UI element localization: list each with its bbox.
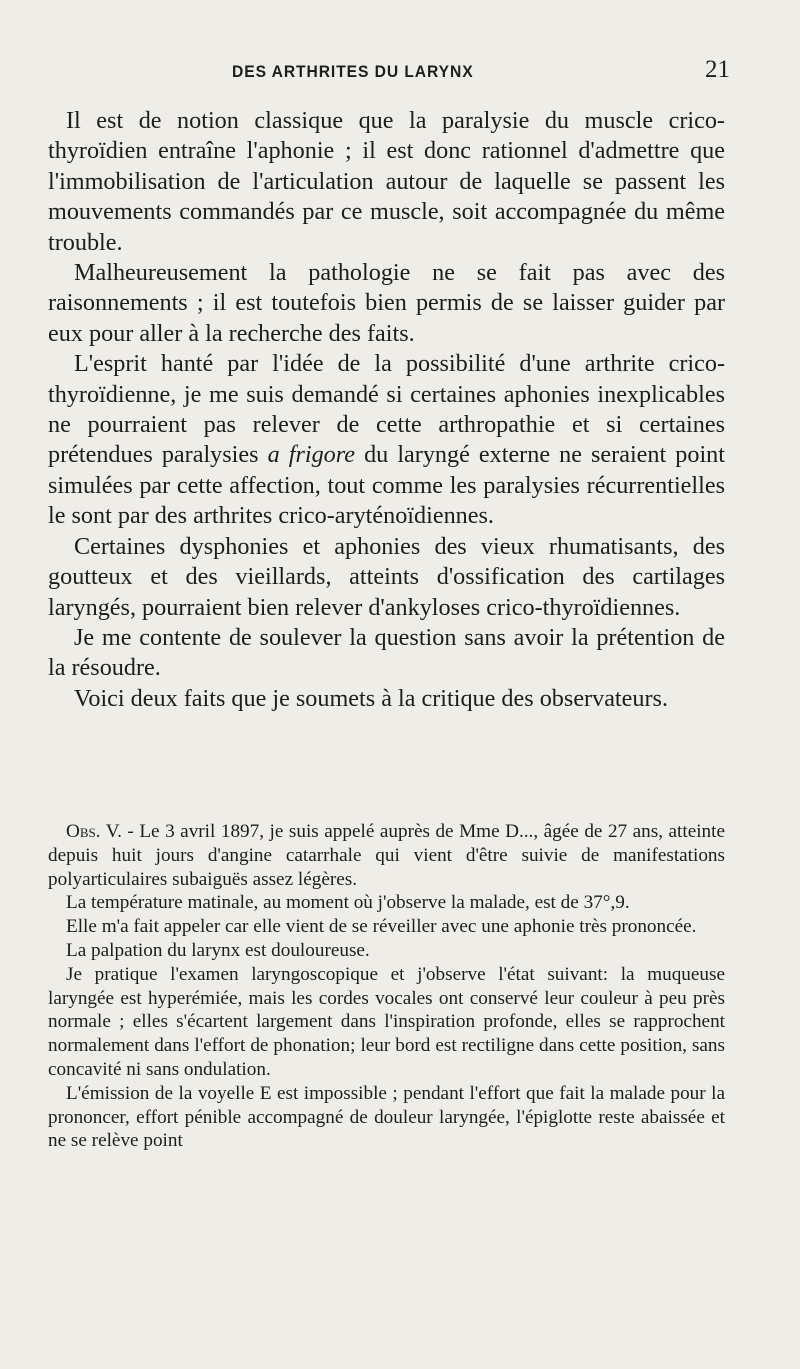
observation-intro bbox=[48, 820, 725, 891]
paragraph: Je me contente de soulever la question sans avoir la prétention de la résoudre. bbox=[48, 623, 725, 682]
observation-section bbox=[48, 820, 725, 1153]
paragraph bbox=[48, 349, 725, 531]
observation-paragraph: L'émission de la voyelle E est impossible ; pendant l'effort que fait la malade pour la prononcer, effort pénible accompagné de douleur laryngée, l'épiglotte reste abaissée et ne se relève point bbox=[48, 1082, 725, 1152]
observation-paragraph: La palpation du larynx est douloureuse. bbox=[66, 939, 370, 961]
observation-paragraph: Elle m'a fait appeler car elle vient de se réveiller avec une aphonie très prononcée. bbox=[66, 916, 697, 938]
main-text bbox=[48, 106, 725, 714]
paragraph: Voici deux faits que je soumets à la critique des observateurs. bbox=[74, 684, 668, 712]
latin-phrase: a frigore bbox=[267, 441, 356, 469]
paragraph: Malheureusement la pathologie ne se fait pas avec des raisonnements ; il est toutefois bien permis de se laisser guider par eux pour aller à la recherche des faits. bbox=[48, 259, 725, 347]
paragraph-text: L'esprit hanté par l'idée de la possibilité d'une arthrite crico-thyroïdienne, je me suis demandé si certaines aphonies inexplicables ne pourraient pas relever de cette arthropathie et si certaines prétendues paralysies bbox=[48, 350, 725, 469]
observation-paragraph: La température matinale, au moment où j'observe la malade, est de 37°,9. bbox=[66, 892, 630, 914]
observation-paragraph: Je pratique l'examen laryngoscopique et j'observe l'état suivant: la muqueuse laryngée est hyperémiée, mais les cordes vocales ont conservé leur couleur à peu près normale ; elles s'écartent largement dans l'inspiration profonde, elles se rapprochent normalement dans l'effort de phonation; leur bord est rectiligne dans cette position, sans concavité ni sans ondulation. bbox=[48, 963, 725, 1080]
observation-intro-text: - Le 3 avril 1897, je suis appelé auprès de Mme D..., âgée de 27 ans, atteinte depuis huit jours d'angine catarrhale qui vient d'être suivie de manifestations polyarticulaires subaiguës assez légères. bbox=[48, 821, 725, 890]
paragraph-text: du laryngé externe ne seraient point simulées par cette affection, tout comme les paralysies récurrentielles le sont par des arthrites crico-aryténoïdiennes. bbox=[48, 441, 725, 530]
page-header bbox=[232, 56, 730, 86]
observation-label: Obs. V. bbox=[66, 821, 122, 842]
running-title: DES ARTHRITES DU LARYNX bbox=[232, 62, 474, 81]
paragraph: Certaines dysphonies et aphonies des vieux rhumatisants, des goutteux et des vieillards, atteints d'ossification des cartilages laryngés, pourraient bien relever d'ankyloses crico-thyroïdiennes. bbox=[48, 532, 725, 621]
paragraph: Il est de notion classique que la paralysie du muscle crico-thyroïdien entraîne l'aphonie ; il est donc rationnel d'admettre que l'immobilisation de l'articulation autour de laquelle se passent les mouvements commandés par ce muscle, soit accompagnée du même trouble. bbox=[48, 107, 725, 256]
page-number: 21 bbox=[705, 56, 730, 83]
